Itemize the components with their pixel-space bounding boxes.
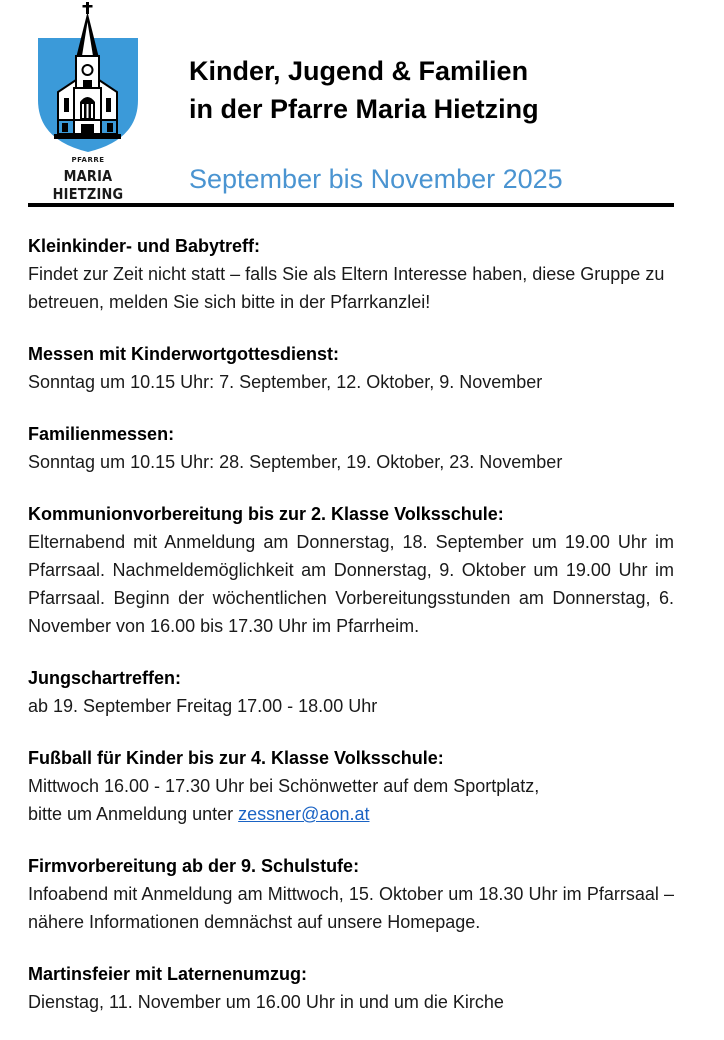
- section-martinsfeier: [28, 960, 674, 1016]
- section-text: Infoabend mit Anmeldung am Mittwoch, 15. Oktober um 18.30 Uhr im Pfarrsaal – nähere Informationen demnächst auf unsere Homepage.: [28, 884, 674, 932]
- section-kommunionvorbereitung: [28, 500, 674, 640]
- section-firmvorbereitung: [28, 852, 674, 936]
- section-jungschartreffen: [28, 664, 674, 720]
- title-line-1: Kinder, Jugend & Familien: [189, 56, 529, 86]
- section-familienmessen: [28, 420, 674, 476]
- section-text-line-1: Mittwoch 16.00 - 17.30 Uhr bei Schönwetter auf dem Sportplatz,: [28, 776, 540, 796]
- section-text: Findet zur Zeit nicht statt – falls Sie als Eltern Interesse haben, diese Gruppe zu betreuen, melden Sie sich bitte in der Pfarrkanzlei!: [28, 264, 665, 312]
- logo-label-small: PFARRE: [71, 156, 105, 164]
- section-heading: Fußball für Kinder bis zur 4. Klasse Volksschule:: [28, 748, 444, 768]
- section-heading: Familienmessen:: [28, 424, 175, 444]
- church-icon: [36, 0, 140, 156]
- section-text-line-2: bitte um Anmeldung unter: [28, 804, 239, 824]
- section-heading: Martinsfeier mit Laternenumzug:: [28, 964, 308, 984]
- section-fussball: [28, 744, 674, 828]
- email-link[interactable]: zessner@aon.at: [238, 804, 370, 824]
- page-title: [189, 52, 539, 128]
- section-heading: Jungschartreffen:: [28, 668, 182, 688]
- section-text: Sonntag um 10.15 Uhr: 7. September, 12. Oktober, 9. November: [28, 372, 543, 392]
- parish-logo: [26, 0, 150, 203]
- section-text: [28, 772, 674, 828]
- section-text: Sonntag um 10.15 Uhr: 28. September, 19. Oktober, 23. November: [28, 452, 563, 472]
- section-heading: Messen mit Kinderwortgottesdienst:: [28, 344, 340, 364]
- page-subtitle: September bis November 2025: [189, 164, 563, 194]
- section-text: ab 19. September Freitag 17.00 - 18.00 Uhr: [28, 696, 378, 716]
- section-text: Elternabend mit Anmeldung am Donnerstag, 18. September um 19.00 Uhr im Pfarrsaal. Nachmeldemöglichkeit am Donnerstag, 9. Oktober um 19.00 Uhr im Pfarrsaal. Beginn der wöchentlichen Vorbereitungsstunden am Donnerstag, 6. November von 16.00 bis 17.30 Uhr im Pfarrheim.: [28, 532, 674, 636]
- section-kinderwortgottesdienst: [28, 340, 674, 396]
- section-kleinkinder: [28, 232, 674, 316]
- logo-label: MARIA HIETZING: [52, 167, 124, 203]
- header-divider: [28, 203, 674, 207]
- event-list: [28, 232, 674, 1040]
- section-heading: Firmvorbereitung ab der 9. Schulstufe:: [28, 856, 360, 876]
- section-heading: Kleinkinder- und Babytreff:: [28, 236, 261, 256]
- section-text: Dienstag, 11. November um 16.00 Uhr in und um die Kirche: [28, 992, 504, 1012]
- title-line-2: in der Pfarre Maria Hietzing: [189, 94, 539, 124]
- section-heading: Kommunionvorbereitung bis zur 2. Klasse Volksschule:: [28, 504, 504, 524]
